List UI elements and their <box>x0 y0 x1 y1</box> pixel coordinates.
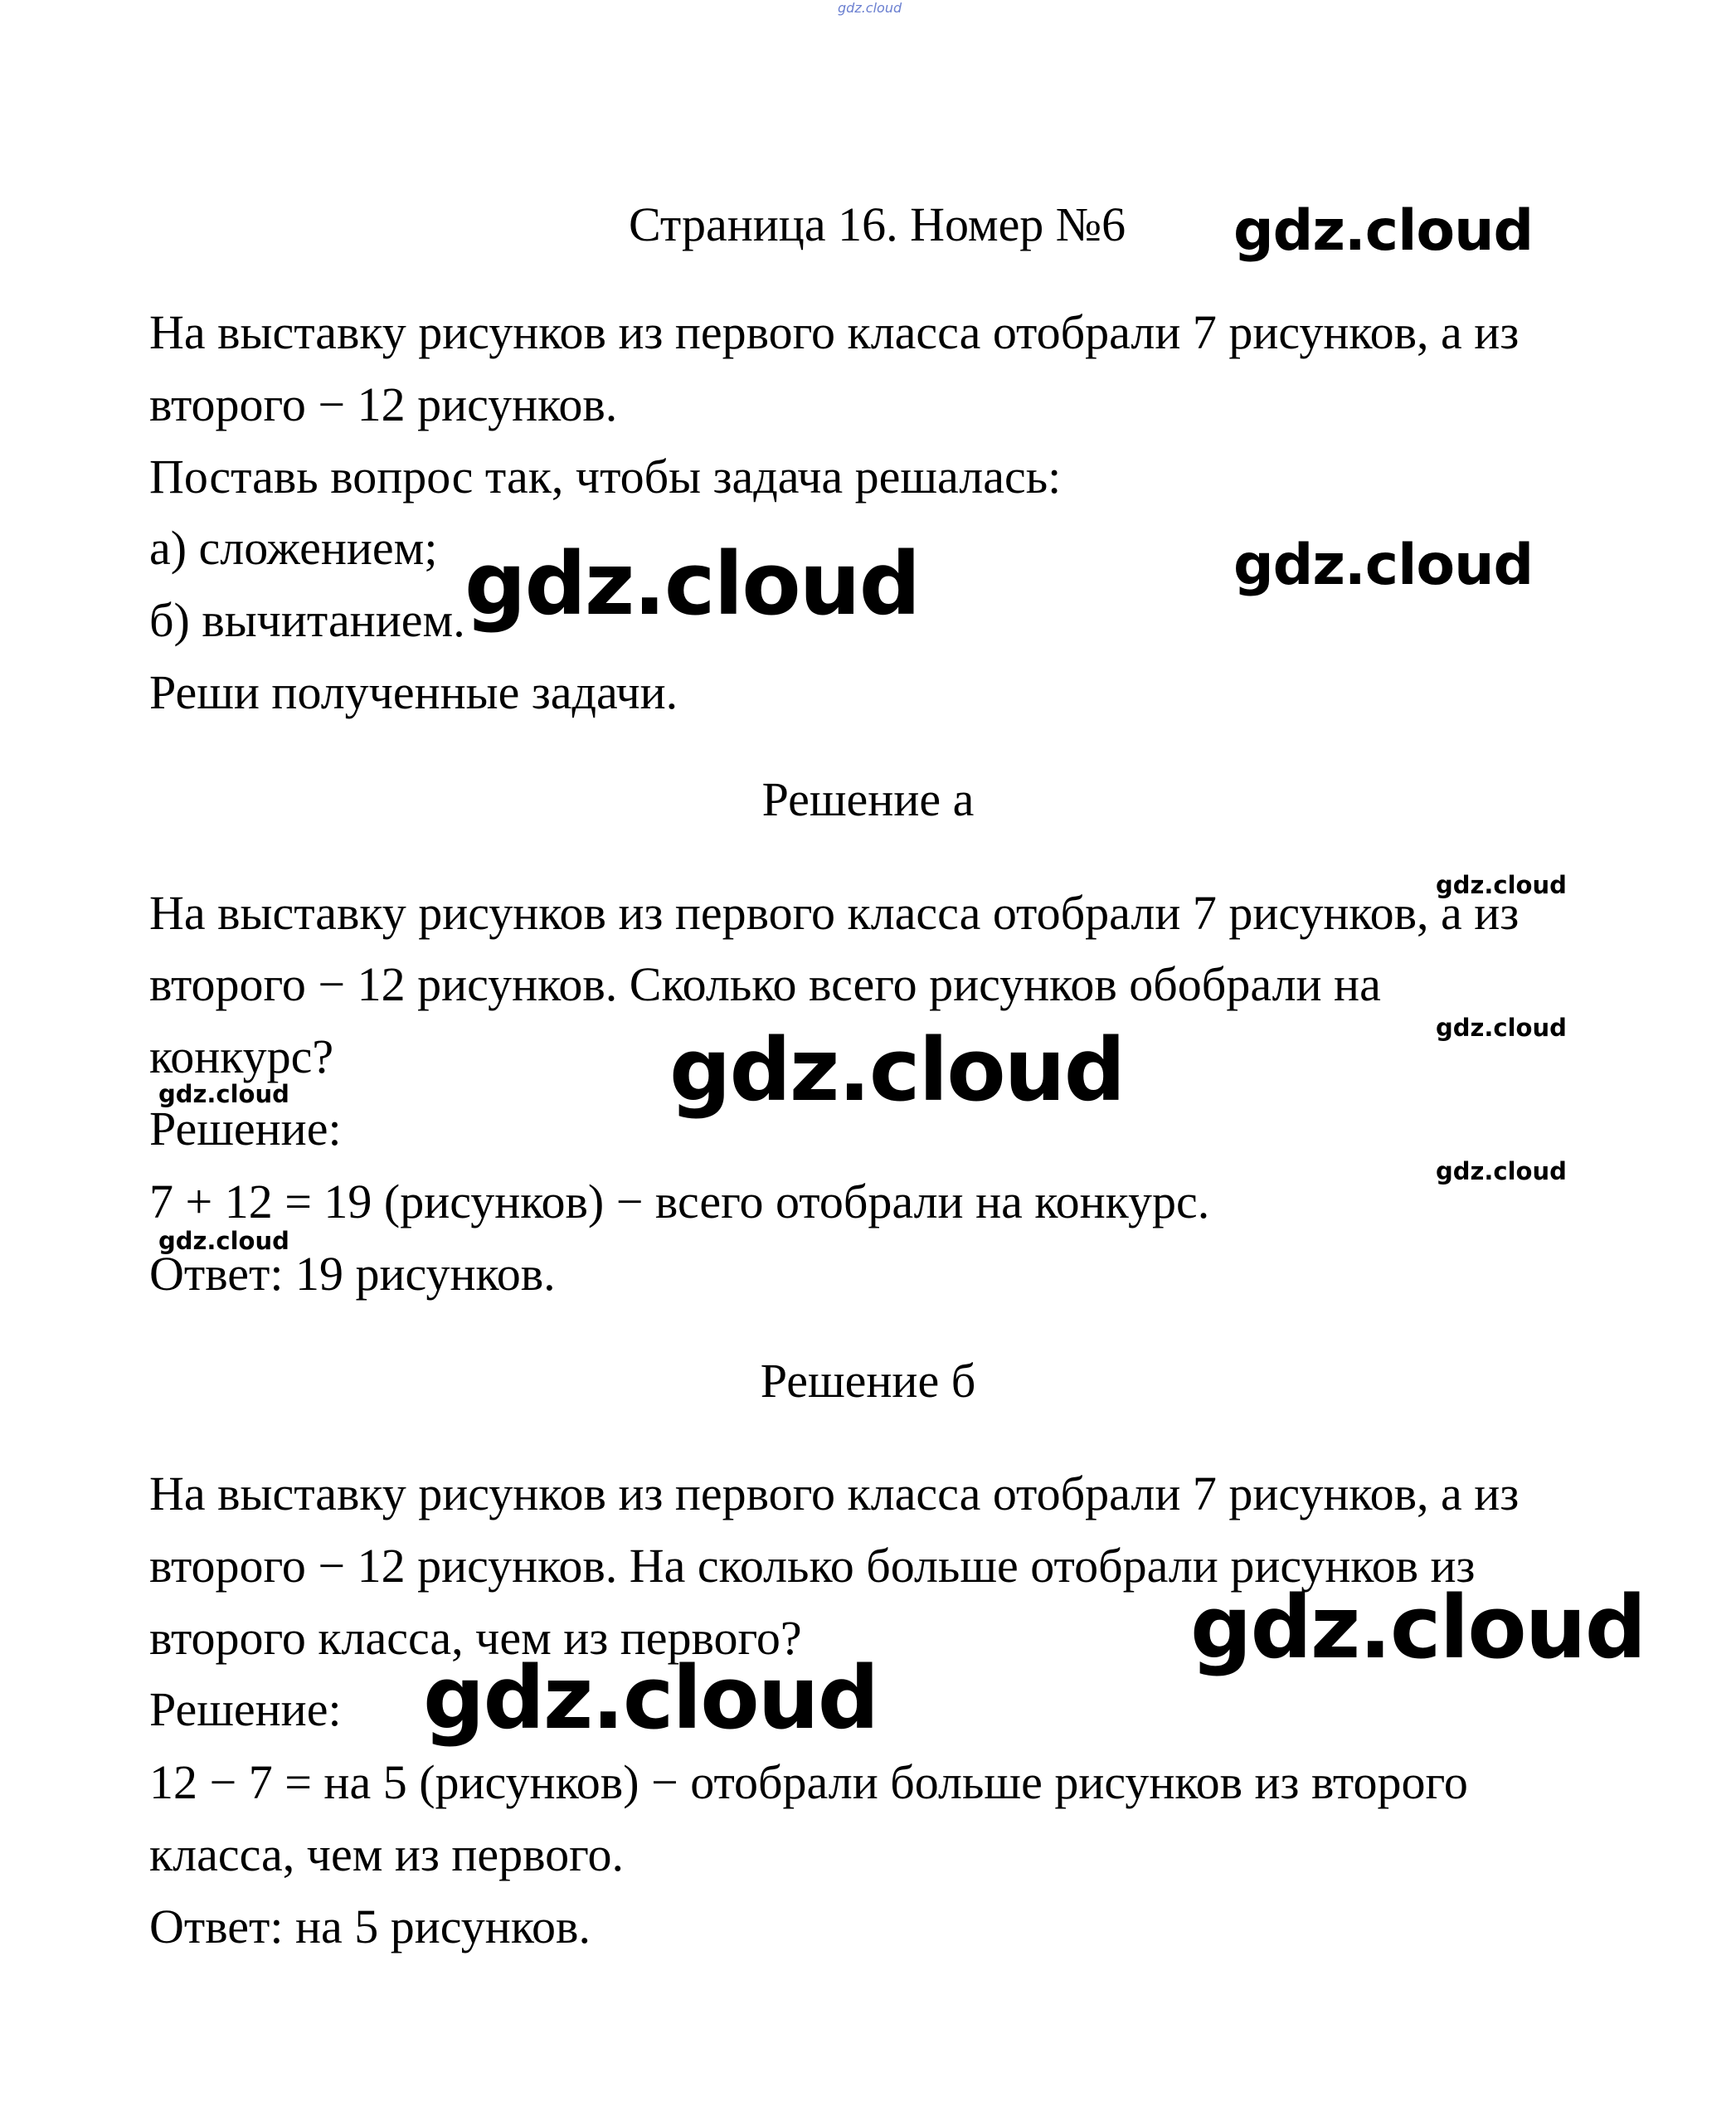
watermark: gdz.cloud <box>1233 198 1534 264</box>
watermark: gdz.cloud <box>423 1647 878 1749</box>
task-line-1: На выставку рисунков из первого класса отобрали 7 рисунков, а из <box>149 305 1520 359</box>
header-watermark: gdz.cloud <box>838 0 902 16</box>
watermark: gdz.cloud <box>1436 1157 1567 1185</box>
task-line-2: второго − 12 рисунков. <box>149 377 618 431</box>
solution-a-line-1: На выставку рисунков из первого класса отобрали 7 рисунков, а из <box>149 886 1520 940</box>
task-option-a: а) сложением; <box>149 521 438 575</box>
solution-b-heading: Решение б <box>760 1354 976 1408</box>
watermark: gdz.cloud <box>1190 1577 1646 1678</box>
solution-b-label: Решение: <box>149 1682 342 1736</box>
solution-b-answer: Ответ: на 5 рисунков. <box>149 1900 591 1953</box>
watermark: gdz.cloud <box>1233 533 1534 598</box>
task-option-b: б) вычитанием. <box>149 593 465 647</box>
page-title: Страница 16. Номер №6 <box>629 197 1126 251</box>
solution-b-line-1: На выставку рисунков из первого класса отобрали 7 рисунков, а из <box>149 1467 1520 1520</box>
solution-b-line-3: второго класса, чем из первого? <box>149 1611 802 1665</box>
solution-a-equation: 7 + 12 = 19 (рисунков) − всего отобрали на конкурс. <box>149 1175 1210 1228</box>
solution-a-line-2: второго − 12 рисунков. Сколько всего рисунков обобрали на <box>149 957 1381 1011</box>
watermark: gdz.cloud <box>669 1019 1125 1121</box>
watermark: gdz.cloud <box>464 533 920 635</box>
watermark: gdz.cloud <box>1436 1014 1567 1042</box>
solution-a-heading: Решение а <box>761 772 975 826</box>
task-line-3: Поставь вопрос так, чтобы задача решалась: <box>149 450 1062 504</box>
watermark: gdz.cloud <box>1436 871 1567 899</box>
solution-a-answer: Ответ: 19 рисунков. <box>149 1247 556 1301</box>
solution-b-equation: 12 − 7 = на 5 (рисунков) − отобрали больше рисунков из второго <box>149 1755 1468 1809</box>
solution-a-line-3: конкурс? <box>149 1029 334 1083</box>
solution-a-label: Решение: <box>149 1102 342 1155</box>
watermark: gdz.cloud <box>158 1080 289 1108</box>
task-line-6: Реши полученные задачи. <box>149 665 678 719</box>
solution-b-line-2: второго − 12 рисунков. На сколько больше отобрали рисунков из <box>149 1539 1476 1593</box>
watermark: gdz.cloud <box>158 1227 289 1255</box>
solution-b-line-6: класса, чем из первого. <box>149 1827 624 1881</box>
